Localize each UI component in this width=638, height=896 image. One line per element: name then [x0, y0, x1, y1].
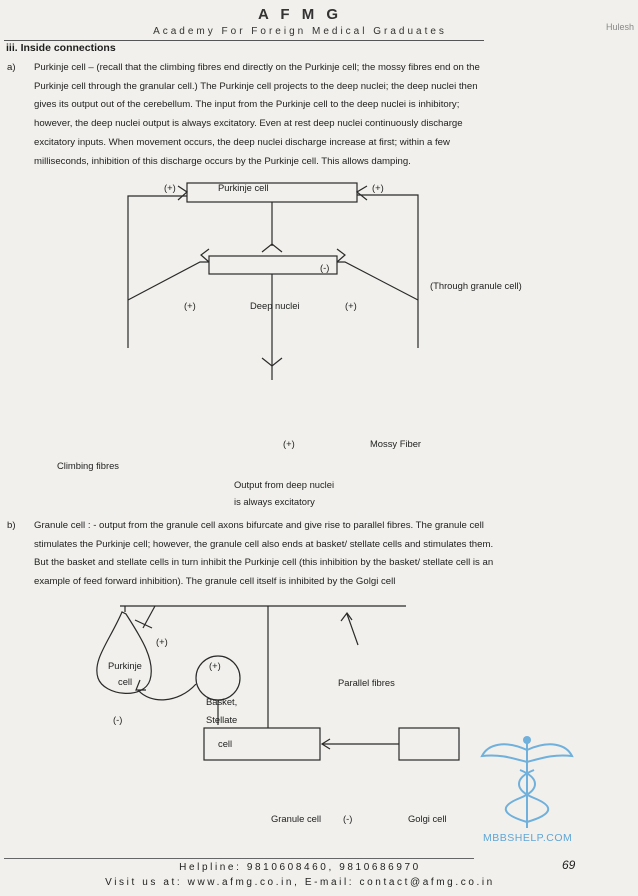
footer-helpline: Helpline: 9810608460, 9810686970	[179, 862, 421, 873]
d2-cell-label: cell	[218, 738, 233, 749]
header-subtitle: Academy For Foreign Medical Graduates	[153, 26, 447, 37]
logo-text: MBBSHELP.COM	[483, 832, 573, 844]
d2-purkinje-label-1: Purkinje	[108, 660, 142, 671]
para-b-label: b)	[7, 520, 16, 531]
d2-parallel-fibres: Parallel fibres	[338, 677, 395, 688]
watermark: Hulesh	[605, 22, 634, 32]
d2-basket-label: Basket,	[206, 696, 238, 707]
d1-minus: (-)	[320, 262, 330, 273]
header-title: A F M G	[257, 6, 343, 23]
para-a-line: Purkinje cell through the granular cell.) The Purkinje cell projects to the deep nuclei; the deep nuclei then	[34, 80, 478, 92]
para-a-line: gives its output out of the cerebellum. The input from the Purkinje cell to the deep nuclei is inhibitory;	[34, 99, 460, 111]
d1-plus-right: (+)	[372, 182, 384, 193]
d1-climbing-fibres: Climbing fibres	[57, 460, 119, 471]
d2-stellate-label: Stellate	[206, 714, 238, 725]
para-a-line: excitatory inputs. When movement occurs, the deep nuclei discharge increase at first; within a few	[34, 136, 450, 148]
d1-mossy-fiber: Mossy Fiber	[370, 438, 422, 449]
d2-purkinje-label-2: cell	[118, 676, 133, 687]
d1-plus-mossy: (+)	[283, 438, 295, 449]
para-a-line: however, the deep nuclei output is always excitatory. Even at rest deep nuclei continuously discharge	[34, 118, 463, 130]
d1-through-granule: (Through granule cell)	[430, 280, 522, 291]
footer-contact: Visit us at: www.afmg.co.in, E-mail: contact@afmg.co.in	[105, 877, 495, 888]
d1-deep-nuclei-label: Deep nuclei	[250, 300, 300, 311]
d2-minus-granule: (-)	[343, 813, 353, 824]
d2-granule-cell: Granule cell	[271, 813, 322, 824]
para-b-line: example of feed forward inhibition). The granule cell itself is inhibited by the Golgi cell	[34, 576, 396, 588]
d1-plus-left: (+)	[164, 182, 176, 193]
para-a-label: a)	[7, 62, 16, 73]
d1-output-line-2: is always excitatory	[234, 496, 315, 507]
d2-plus-basket: (+)	[209, 660, 221, 671]
d2-plus-purkinje: (+)	[156, 636, 168, 647]
d2-minus-left: (-)	[113, 714, 123, 725]
d1-output-line-1: Output from deep nuclei	[234, 479, 335, 490]
d2-golgi-cell: Golgi cell	[408, 813, 447, 824]
d1-plus-deep-left: (+)	[184, 300, 196, 311]
para-b-line: Granule cell : - output from the granule cell axons bifurcate and give rise to parallel fibres. The granule cell	[34, 520, 484, 531]
para-a-line: milliseconds, inhibition of this discharge occurs by the Purkinje cell. This allows damping.	[34, 155, 411, 167]
section-heading: iii. Inside connections	[6, 42, 116, 54]
d1-purkinje-cell-label: Purkinje cell	[218, 182, 269, 193]
footer-divider	[4, 858, 474, 859]
para-a-line: Purkinje cell – (recall that the climbing fibres end directly on the Purkinje cell; the mossy fibres end on the	[34, 62, 480, 73]
para-b-line: stimulates the Purkinje cell; however, the granule cell also ends at basket/ stellate cells and stimulates them.	[34, 538, 494, 550]
para-b-line: But the basket and stellate cells in turn inhibit the Purkinje cell (this inhibition by the basket/ stellate cell is an	[34, 557, 494, 569]
d1-plus-deep-right: (+)	[345, 300, 357, 311]
page-number: 69	[562, 858, 576, 872]
